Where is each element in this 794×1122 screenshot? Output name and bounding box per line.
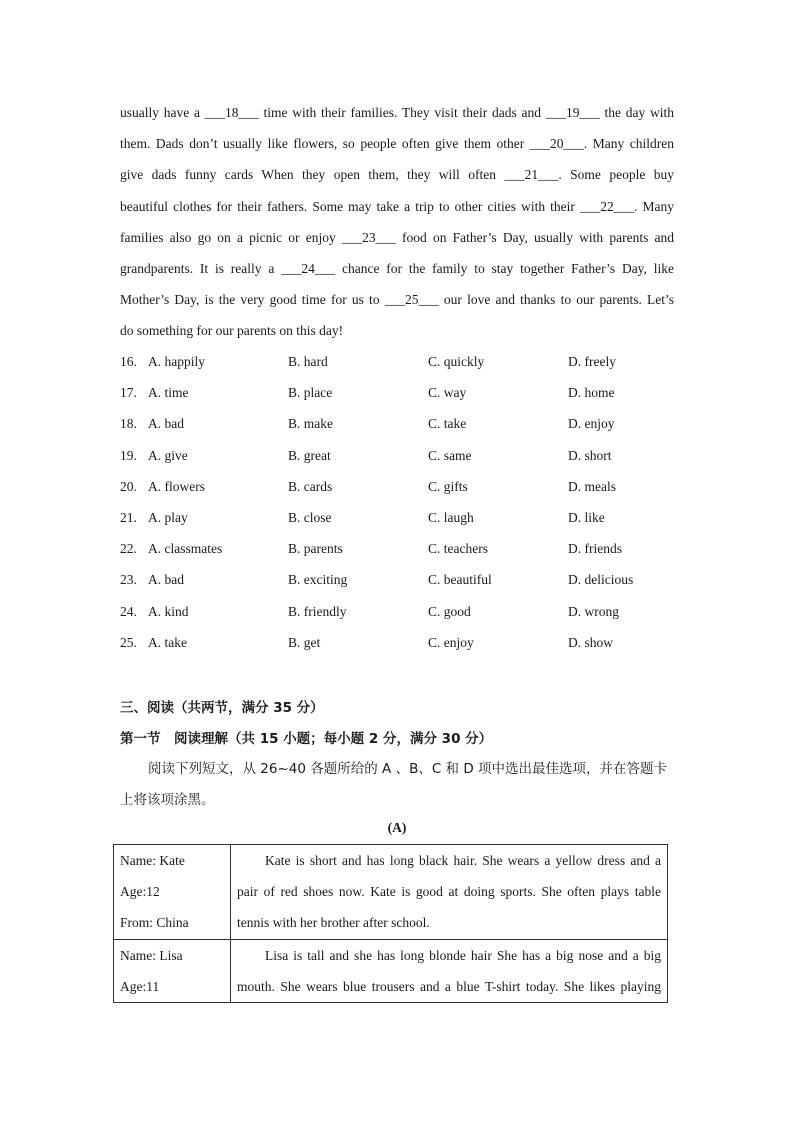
question-row bbox=[120, 471, 680, 502]
passage-line: families also go on a picnic or enjoy ___23___ food on Father’s Day, usually with parents and bbox=[120, 229, 674, 245]
question-row bbox=[120, 377, 680, 408]
question-number: 17. bbox=[120, 385, 137, 401]
passage-line: grandparents. It is really a ___24___ chance for the family to stay together Father’s Day, like bbox=[120, 260, 674, 276]
description-line: mouth. She wears blue trousers and a blue T-shirt today. She likes playing bbox=[237, 978, 661, 994]
option-a: A. play bbox=[148, 509, 188, 525]
passage-label: (A) bbox=[387, 820, 407, 835]
option-d: D. home bbox=[568, 385, 615, 401]
option-c: C. good bbox=[428, 603, 471, 619]
question-row bbox=[120, 596, 680, 627]
option-d: D. wrong bbox=[568, 603, 619, 619]
question-number: 18. bbox=[120, 416, 137, 432]
option-b: B. get bbox=[288, 634, 321, 650]
table-row bbox=[114, 939, 668, 1002]
option-a: A. classmates bbox=[148, 541, 223, 557]
option-b: B. cards bbox=[288, 478, 333, 494]
option-c: C. beautiful bbox=[428, 572, 492, 588]
option-d: D. show bbox=[568, 634, 614, 650]
section-subheading: 第一节 阅读理解（共 15 小题；每小题 2 分，满分 30 分） bbox=[120, 731, 493, 747]
option-c: C. gifts bbox=[428, 478, 468, 494]
option-b: B. make bbox=[288, 416, 333, 432]
option-c: C. quickly bbox=[428, 354, 485, 369]
description-line: Lisa is tall and she has long blonde hair She has a big nose and a big bbox=[265, 947, 661, 963]
option-a: A. bad bbox=[148, 572, 184, 588]
profile-name: Name: Kate bbox=[120, 853, 185, 868]
question-number: 20. bbox=[120, 478, 137, 494]
option-b: B. exciting bbox=[288, 572, 348, 588]
question-number: 24. bbox=[120, 603, 137, 619]
question-number: 21. bbox=[120, 509, 137, 525]
option-c: C. take bbox=[428, 416, 467, 432]
option-b: B. hard bbox=[288, 354, 328, 369]
option-a: A. give bbox=[148, 447, 188, 463]
option-a: A. kind bbox=[148, 603, 189, 619]
profile-table bbox=[113, 844, 668, 1003]
option-b: B. friendly bbox=[288, 603, 347, 619]
profile-cell bbox=[114, 845, 231, 940]
option-b: B. parents bbox=[288, 541, 343, 557]
option-d: D. like bbox=[568, 509, 605, 525]
question-row bbox=[120, 346, 680, 377]
option-a: A. bad bbox=[148, 416, 184, 432]
description-cell bbox=[231, 939, 668, 1002]
question-number: 22. bbox=[120, 541, 137, 557]
question-row bbox=[120, 533, 680, 564]
question-number: 16. bbox=[120, 354, 137, 369]
option-d: D. meals bbox=[568, 478, 616, 494]
description-line: Kate is short and has long black hair. She wears a yellow dress and a bbox=[265, 853, 661, 868]
question-options bbox=[120, 346, 680, 658]
question-row bbox=[120, 564, 680, 595]
option-c: C. laugh bbox=[428, 509, 474, 525]
option-b: B. great bbox=[288, 447, 331, 463]
profile-name: Name: Lisa bbox=[120, 947, 183, 963]
option-c: C. way bbox=[428, 385, 467, 401]
option-c: C. teachers bbox=[428, 541, 488, 557]
question-number: 25. bbox=[120, 634, 137, 650]
question-number: 19. bbox=[120, 447, 137, 463]
option-a: A. take bbox=[148, 634, 187, 650]
option-a: A. happily bbox=[148, 354, 205, 369]
option-a: A. flowers bbox=[148, 478, 205, 494]
instruction-line: 上将该项涂黑。 bbox=[120, 792, 215, 808]
question-number: 23. bbox=[120, 572, 137, 588]
instruction-line: 阅读下列短文，从 26~40 各题所给的 A 、B、C 和 D 项中选出最佳选项，并在答题卡 bbox=[148, 761, 668, 777]
profile-age: Age:12 bbox=[120, 884, 160, 900]
description-line: tennis with her brother after school. bbox=[237, 915, 430, 931]
option-c: C. same bbox=[428, 447, 472, 463]
passage-line: usually have a ___18___ time with their families. They visit their dads and ___19___ the day with bbox=[120, 105, 674, 120]
cloze-passage bbox=[120, 97, 674, 347]
option-d: D. friends bbox=[568, 541, 622, 557]
passage-line: do something for our parents on this day! bbox=[120, 323, 344, 339]
option-d: D. enjoy bbox=[568, 416, 615, 432]
option-c: C. enjoy bbox=[428, 634, 474, 650]
option-d: D. freely bbox=[568, 354, 616, 369]
option-d: D. short bbox=[568, 447, 612, 463]
option-a: A. time bbox=[148, 385, 189, 401]
profile-from: From: China bbox=[120, 915, 189, 931]
passage-line: beautiful clothes for their fathers. Some may take a trip to other cities with their ___22___. Many bbox=[120, 198, 674, 214]
question-row bbox=[120, 440, 680, 471]
passage-line: them. Dads don’t usually like flowers, so people often give them other ___20___. Many children bbox=[120, 136, 674, 152]
question-row bbox=[120, 502, 680, 533]
question-row bbox=[120, 408, 680, 439]
instructions bbox=[120, 754, 674, 816]
table-row bbox=[114, 845, 668, 940]
option-b: B. place bbox=[288, 385, 333, 401]
option-d: D. delicious bbox=[568, 572, 634, 588]
passage-line: Mother’s Day, is the very good time for us to ___25___ our love and thanks to our parents. Let’s bbox=[120, 292, 674, 308]
question-row bbox=[120, 627, 680, 658]
profile-cell bbox=[114, 939, 231, 1002]
passage-line: give dads funny cards When they open them, they will often ___21___. Some people buy bbox=[120, 167, 674, 183]
description-cell bbox=[231, 845, 668, 940]
description-line: pair of red shoes now. Kate is good at doing sports. She often plays table bbox=[237, 884, 661, 900]
option-b: B. close bbox=[288, 509, 332, 525]
section-heading: 三、阅读（共两节，满分 35 分） bbox=[120, 700, 324, 716]
profile-age: Age:11 bbox=[120, 978, 160, 994]
